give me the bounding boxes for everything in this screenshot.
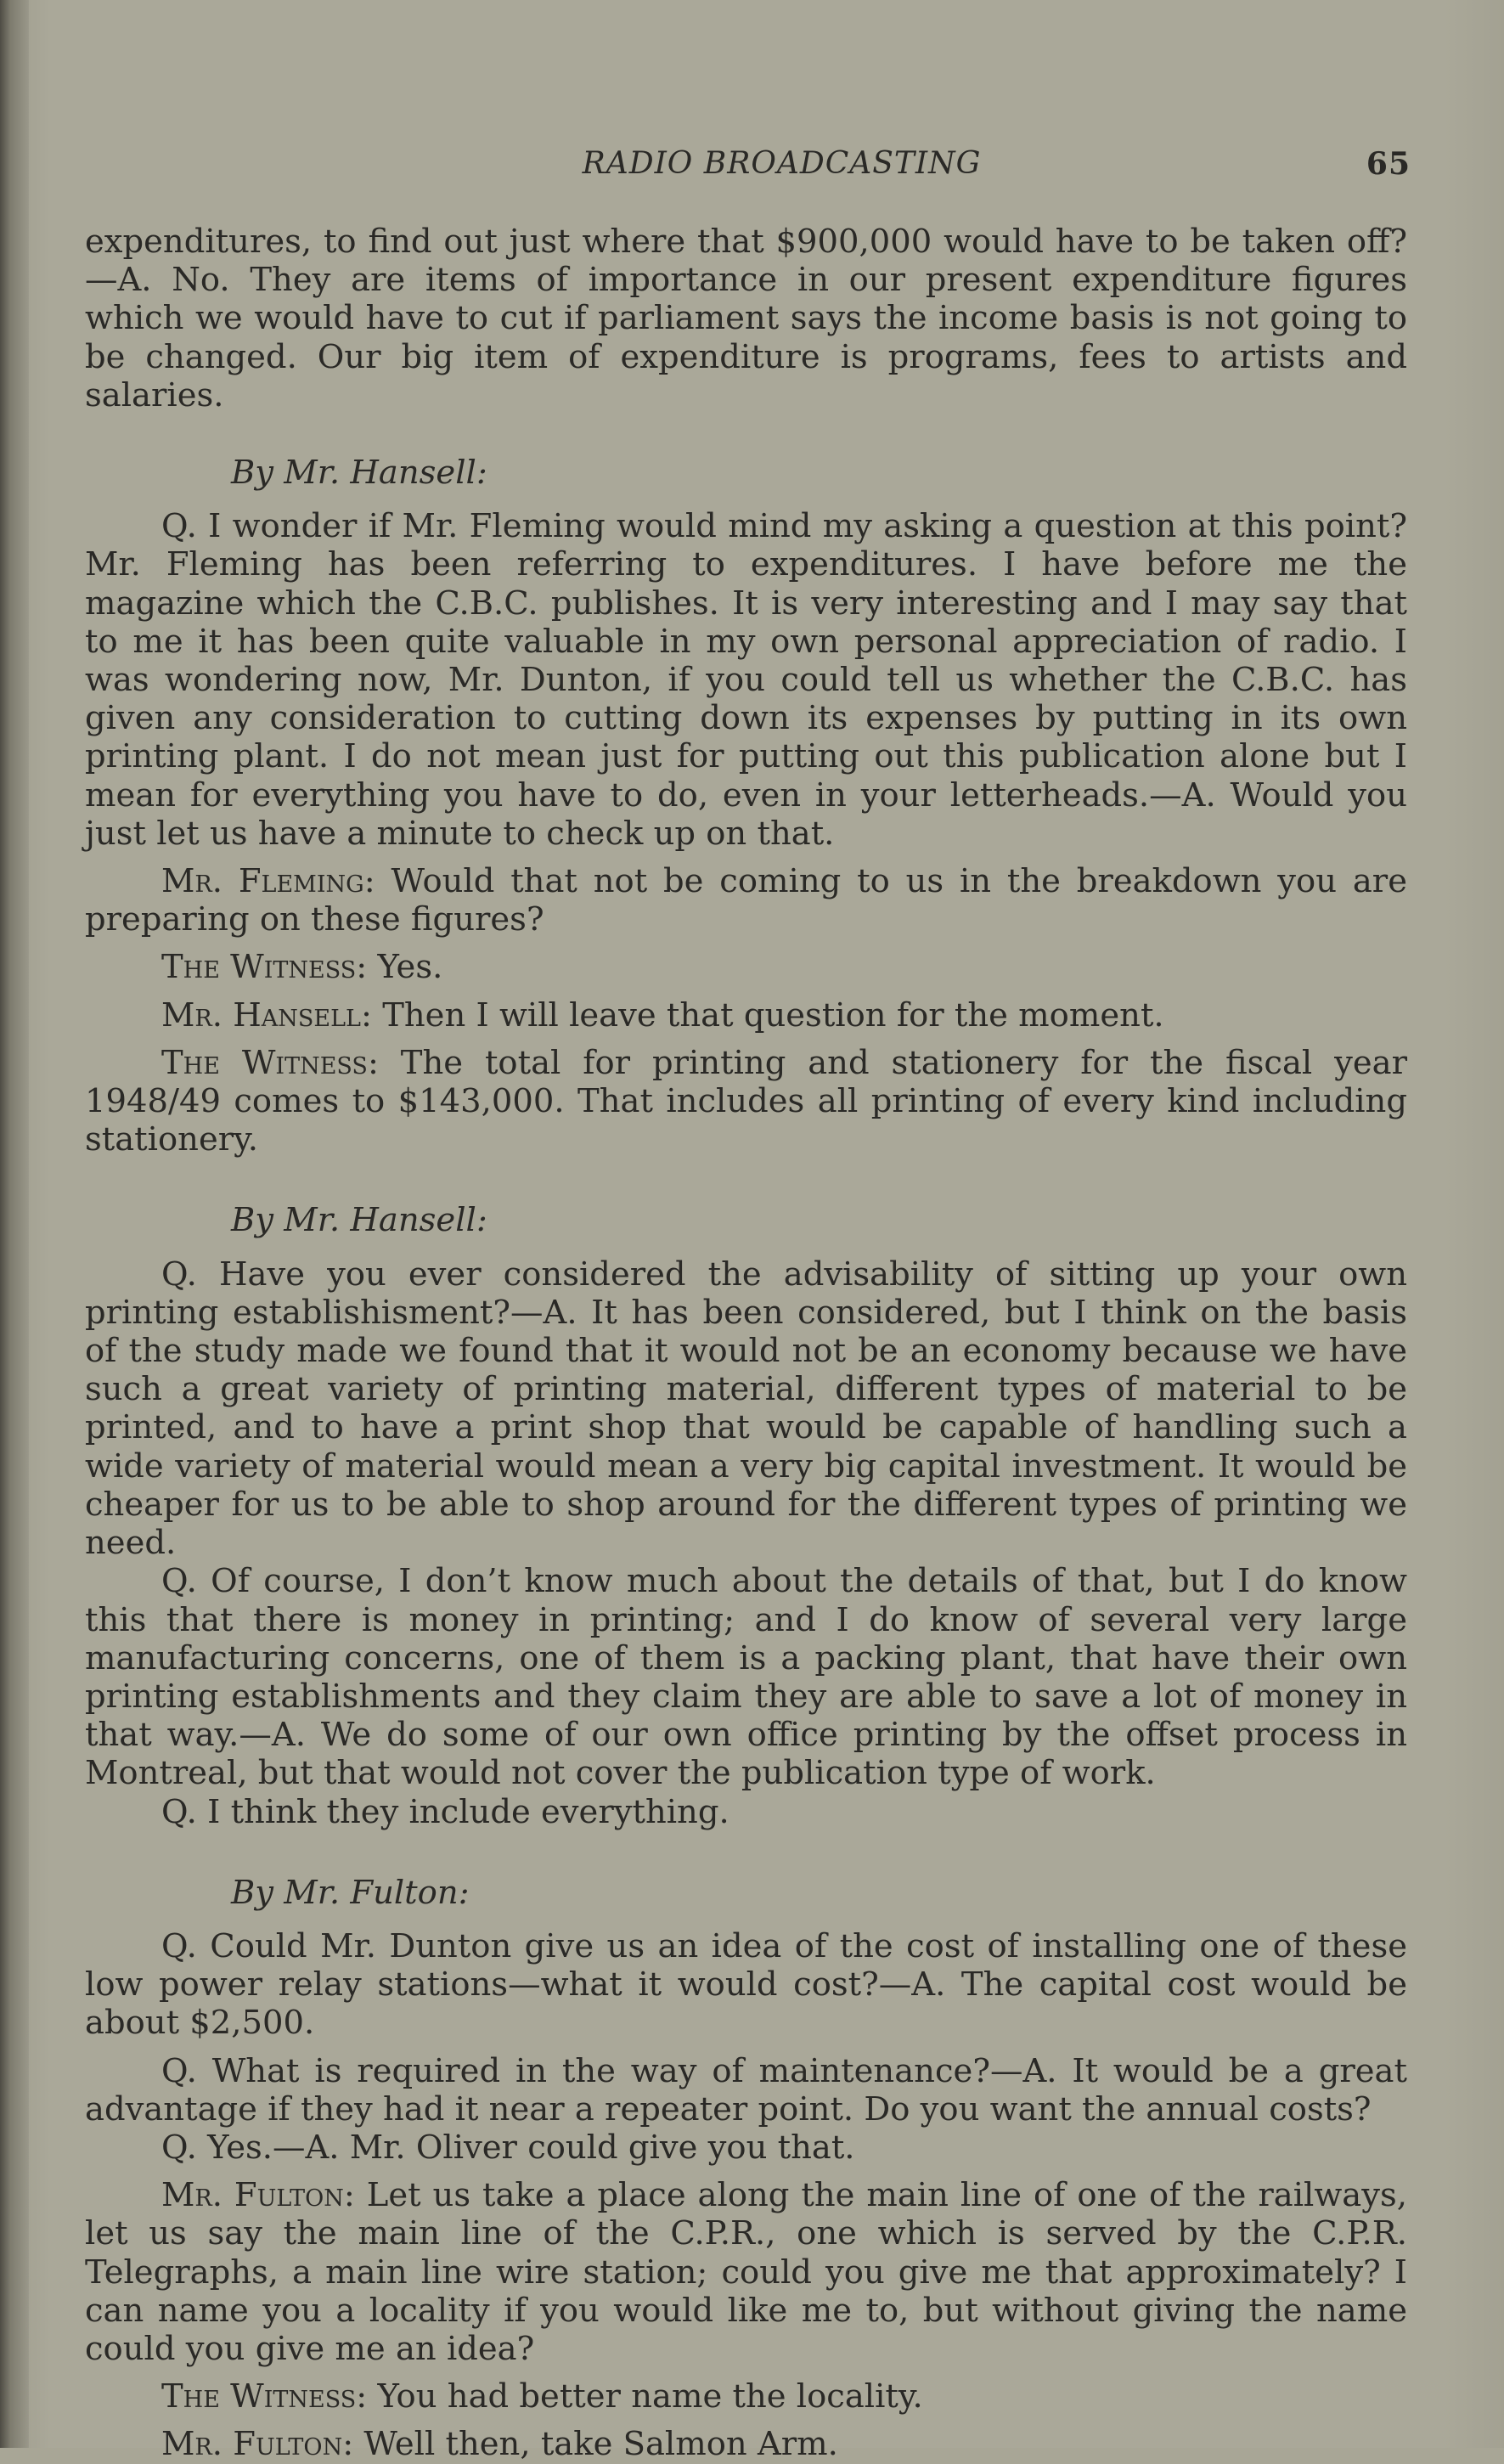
book-spine-shadow [0, 0, 29, 2448]
paragraph: expenditures, to find out just where that $900,000 would have to be taken off?—A. No. They are items of importance in our present expenditure figures which we would have to cut if parliament says the income basis is not going to be changed. Our big item of expenditure is programs, fees to artists and salaries. [85, 223, 1407, 414]
questioner-heading: By Mr. Hansell: [231, 1201, 487, 1240]
speaker-name: The Witness [161, 1043, 368, 1082]
speaker-name: Mr. Hansell [161, 995, 361, 1035]
speech-paragraph [85, 948, 1407, 986]
transcript-body [85, 223, 1407, 2464]
speaker-name: Mr. Fulton [161, 2425, 343, 2464]
speech-paragraph [85, 2425, 1407, 2463]
speech-text: : Then I will leave that question for the moment. [361, 995, 1164, 1035]
speaker-name: The Witness [161, 2377, 357, 2416]
speech-paragraph [85, 1044, 1407, 1159]
page-header [85, 146, 1411, 194]
paragraph: Q. Yes.—A. Mr. Oliver could give you that. [161, 2128, 855, 2167]
speech-text: : You had better name the locality. [356, 2377, 923, 2416]
questioner-heading: By Mr. Fulton: [231, 1873, 470, 1912]
speech-paragraph [85, 2176, 1407, 2368]
speech-text: : The total for printing and stationery for the fiscal year 1948/49 comes to $143,000. That includes all printing of every kind including stationery. [85, 1043, 1408, 1159]
paragraph: Q. Have you ever considered the advisability of sitting up your own printing establishisment?—A. It has been considered, but I think on the basis of the study made we found that it would not be an economy because we have such a great variety of printing material, different types of material to be printed, and to have a print shop that would be capable of handling such a wide variety of material would mean a very big capital investment. It would be cheaper for us to be able to shop around for the different types of printing we need. [85, 1255, 1407, 1563]
speaker-name: The Witness [161, 948, 357, 987]
page-number: 65 [1366, 146, 1411, 182]
paragraph: Q. What is required in the way of maintenance?—A. It would be a great advantage if they had it near a repeater point. Do you want the annual costs? [85, 2051, 1407, 2129]
questioner-heading: By Mr. Hansell: [231, 454, 487, 493]
speech-text: : Let us take a place along the main line of one of the railways, let us say the main line of the C.P.R., one which is served by the C.P.R. Telegraphs, a main line wire station; could you give me that approximately? I can name you a locality if you would like me to, but without giving the name could you give me an idea? [85, 2176, 1407, 2368]
speech-text: : Yes. [356, 948, 443, 987]
speaker-name: Mr. Fulton [161, 2176, 344, 2215]
paragraph: Q. I think they include everything. [161, 1792, 729, 1831]
speech-paragraph [85, 996, 1407, 1035]
speech-text: : Well then, take Salmon Arm. [342, 2425, 838, 2464]
speaker-name: Mr. Fleming [161, 862, 364, 901]
paragraph: Q. Of course, I don’t know much about the details of that, but I do know this that there is money in printing; and I do know of several very large manufacturing concerns, one of them is a packing plant, that have their own printing establishments and they claim they are able to save a lot of money in that way.—A. We do some of our own office printing by the offset process in Montreal, but that would not cover the publication type of work. [85, 1562, 1407, 1793]
speech-paragraph [85, 862, 1407, 939]
speech-text: : Would that not be coming to us in the breakdown you are preparing on these figures? [85, 862, 1407, 939]
paragraph: Q. Could Mr. Dunton give us an idea of the cost of installing one of these low power relay stations—what it would cost?—A. The capital cost would be about $2,500. [85, 1926, 1407, 2043]
speech-paragraph [85, 2377, 1407, 2416]
paragraph: Q. I wonder if Mr. Fleming would mind my asking a question at this point? Mr. Fleming has been referring to expenditures. I have before me the magazine which the C.B.C. publishes. It is very interesting and I may say that to me it has been quite valuable in my own personal appreciation of radio. I was wondering now, Mr. Dunton, if you could tell us whether the C.B.C. has given any consideration to cutting down its expenses by putting in its own printing plant. I do not mean just for putting out this publication alone but I mean for everything you have to do, even in your letterheads.—A. Would you just let us have a minute to check up on that. [85, 507, 1407, 853]
running-head: RADIO BROADCASTING [582, 146, 982, 181]
